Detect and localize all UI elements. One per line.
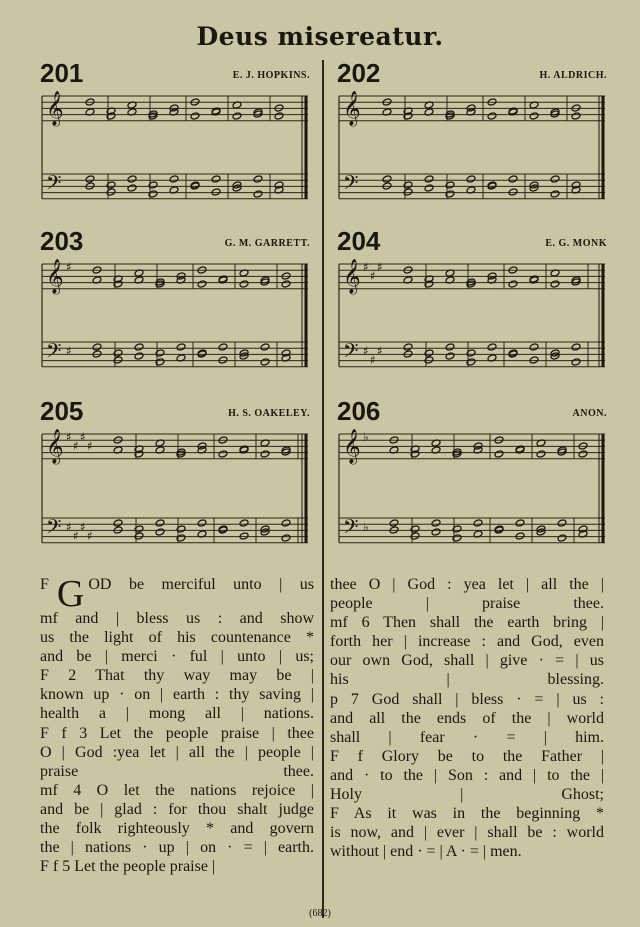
composer: E. J. HOPKINS. — [232, 70, 310, 81]
notehead — [127, 175, 137, 183]
notehead — [515, 532, 525, 540]
notehead — [211, 188, 221, 196]
key-signature-accidental: ♯ — [363, 260, 369, 274]
key-signature-accidental: ♯ — [363, 344, 369, 358]
text-line: F As it was in the beginning * — [330, 805, 604, 823]
notehead — [253, 175, 263, 183]
composer: H. ALDRICH. — [539, 70, 607, 81]
notehead — [382, 175, 392, 183]
notehead — [424, 184, 434, 192]
treble-clef: 𝄞 — [343, 429, 361, 464]
first-letter: F — [40, 576, 49, 593]
text-line: shall | fear · = | him. — [330, 728, 604, 746]
notehead — [466, 175, 476, 183]
notehead — [431, 528, 441, 536]
notehead — [571, 343, 581, 351]
psalm-text-left — [40, 575, 314, 876]
key-signature-accidental: ♯ — [80, 520, 86, 534]
text-line: F f Glory be to the Father | — [330, 747, 604, 765]
notehead — [218, 343, 228, 351]
text-line: O | God :yea let | all the | people | — [40, 743, 314, 761]
text-line: his | blessing. — [330, 671, 604, 689]
page-title: Deus misereatur. — [196, 22, 444, 51]
notehead — [494, 450, 504, 458]
treble-clef: 𝄞 — [46, 91, 64, 126]
notehead — [176, 343, 186, 351]
text-line: F 2 That thy way may be | — [40, 667, 314, 685]
page-number: (682) — [309, 908, 331, 919]
drop-cap: G — [56, 573, 85, 615]
text-line: and · to the | Son : and | to the | — [330, 766, 604, 784]
composer: G. M. GARRETT. — [224, 238, 310, 249]
text-line: health a | mong all | nations. — [40, 705, 314, 723]
key-signature-accidental: ♯ — [377, 260, 383, 274]
key-signature-accidental: ♭ — [363, 520, 369, 534]
chant-number: 204 — [337, 226, 381, 256]
key-signature-accidental: ♯ — [66, 344, 72, 358]
key-signature-accidental: ♯ — [66, 430, 72, 444]
treble-clef: 𝄞 — [343, 91, 361, 126]
music-staff — [40, 256, 310, 396]
notehead — [571, 358, 581, 366]
notehead — [389, 519, 399, 527]
notehead — [197, 280, 207, 288]
notehead — [473, 519, 483, 527]
notehead — [487, 343, 497, 351]
notehead — [155, 519, 165, 527]
notehead — [536, 450, 546, 458]
notehead — [487, 112, 497, 120]
text-line: people | praise thee. — [330, 595, 604, 613]
text-line: is now, and | ever | shall be : world — [330, 824, 604, 842]
text-line: Holy | Ghost; — [330, 786, 604, 804]
notehead — [274, 112, 284, 120]
text-line: mf and | bless us : and show — [40, 610, 314, 627]
key-signature-accidental: ♯ — [73, 439, 79, 453]
notehead — [92, 343, 102, 351]
text-line: forth her | increase : and God, even — [330, 633, 604, 651]
text-line: mf 4 O let the nations rejoice | — [40, 781, 314, 799]
chant-number: 206 — [337, 396, 381, 426]
notehead — [571, 112, 581, 120]
key-signature-accidental: ♯ — [370, 269, 376, 283]
notehead — [218, 356, 228, 364]
text-line: p 7 God shall | bless · = | us : — [330, 690, 604, 708]
text-line: F f 3 Let the people praise | thee — [40, 724, 314, 742]
chant-number: 205 — [40, 396, 84, 426]
text-line: known up · on | earth : thy saving | — [40, 686, 314, 704]
chant-number: 201 — [40, 58, 84, 88]
notehead — [134, 343, 144, 351]
notehead — [550, 280, 560, 288]
key-signature-accidental: ♯ — [66, 260, 72, 274]
notehead — [232, 112, 242, 120]
bass-clef: 𝄢 — [343, 171, 359, 199]
text-line — [40, 573, 314, 615]
notehead — [557, 534, 567, 542]
key-signature-accidental: ♯ — [87, 439, 93, 453]
treble-clef: 𝄞 — [46, 259, 64, 294]
notehead — [127, 184, 137, 192]
text-line: us the light of his countenance * — [40, 629, 314, 647]
notehead — [445, 352, 455, 360]
notehead — [557, 519, 567, 527]
column-divider — [322, 60, 324, 918]
text-line: thee O | God : yea let | all the | — [330, 576, 604, 593]
notehead — [508, 280, 518, 288]
notehead — [529, 356, 539, 364]
chant-number: 203 — [40, 226, 84, 256]
notehead — [260, 343, 270, 351]
bass-clef: 𝄢 — [46, 339, 62, 367]
key-signature-accidental: ♯ — [377, 344, 383, 358]
notehead — [529, 112, 539, 120]
notehead — [218, 450, 228, 458]
music-staff — [337, 256, 607, 396]
notehead — [169, 175, 179, 183]
notehead — [155, 528, 165, 536]
key-signature-accidental: ♯ — [87, 529, 93, 543]
composer: ANON. — [572, 408, 607, 419]
psalm-text-right — [330, 575, 604, 861]
notehead — [85, 175, 95, 183]
notehead — [550, 175, 560, 183]
text-line: the folk righteously * and govern — [40, 820, 314, 838]
text-line: mf 6 Then shall the earth bring | — [330, 614, 604, 632]
notehead — [403, 343, 413, 351]
notehead — [197, 519, 207, 527]
music-staff — [40, 426, 310, 576]
notehead — [190, 112, 200, 120]
notehead — [113, 519, 123, 527]
text-line: F f 5 Let the people praise | — [40, 858, 216, 876]
chant-number: 202 — [337, 58, 381, 88]
key-signature-accidental: ♯ — [73, 529, 79, 543]
composer: H. S. OAKELEY. — [228, 408, 310, 419]
text-fragment: OD be merciful unto | us — [88, 576, 314, 593]
bass-clef: 𝄢 — [343, 515, 359, 543]
notehead — [281, 280, 291, 288]
notehead — [508, 188, 518, 196]
notehead — [424, 175, 434, 183]
notehead — [529, 343, 539, 351]
key-signature-accidental: ♭ — [363, 430, 369, 444]
notehead — [578, 450, 588, 458]
notehead — [281, 534, 291, 542]
music-staff — [337, 88, 607, 228]
notehead — [550, 190, 560, 198]
notehead — [508, 175, 518, 183]
notehead — [134, 352, 144, 360]
notehead — [515, 519, 525, 527]
music-staff — [337, 426, 607, 576]
composer: E. G. MONK — [545, 238, 607, 249]
bass-clef: 𝄢 — [343, 339, 359, 367]
text-line: and be | merci · ful | unto | us; — [40, 648, 314, 666]
text-line: praise thee. — [40, 762, 314, 780]
bass-clef: 𝄢 — [46, 171, 62, 199]
text-line: the | nations · up | on · = | earth. — [40, 839, 314, 857]
notehead — [211, 175, 221, 183]
key-signature-accidental: ♯ — [66, 520, 72, 534]
notehead — [239, 532, 249, 540]
notehead — [239, 280, 249, 288]
treble-clef: 𝄞 — [343, 259, 361, 294]
notehead — [445, 343, 455, 351]
bass-clef: 𝄢 — [46, 515, 62, 543]
text-line: our own God, shall | give · = | us — [330, 652, 604, 670]
treble-clef: 𝄞 — [46, 429, 64, 464]
text-line: and all the ends of the | world — [330, 709, 604, 727]
key-signature-accidental: ♯ — [80, 430, 86, 444]
notehead — [239, 519, 249, 527]
notehead — [260, 450, 270, 458]
music-staff — [40, 88, 310, 228]
key-signature-accidental: ♯ — [370, 353, 376, 367]
notehead — [431, 519, 441, 527]
text-line: and be | glad : for thou shalt judge — [40, 800, 314, 818]
notehead — [253, 190, 263, 198]
notehead — [281, 519, 291, 527]
notehead — [260, 358, 270, 366]
text-line: without | end · = | A · = | men. — [330, 843, 522, 861]
